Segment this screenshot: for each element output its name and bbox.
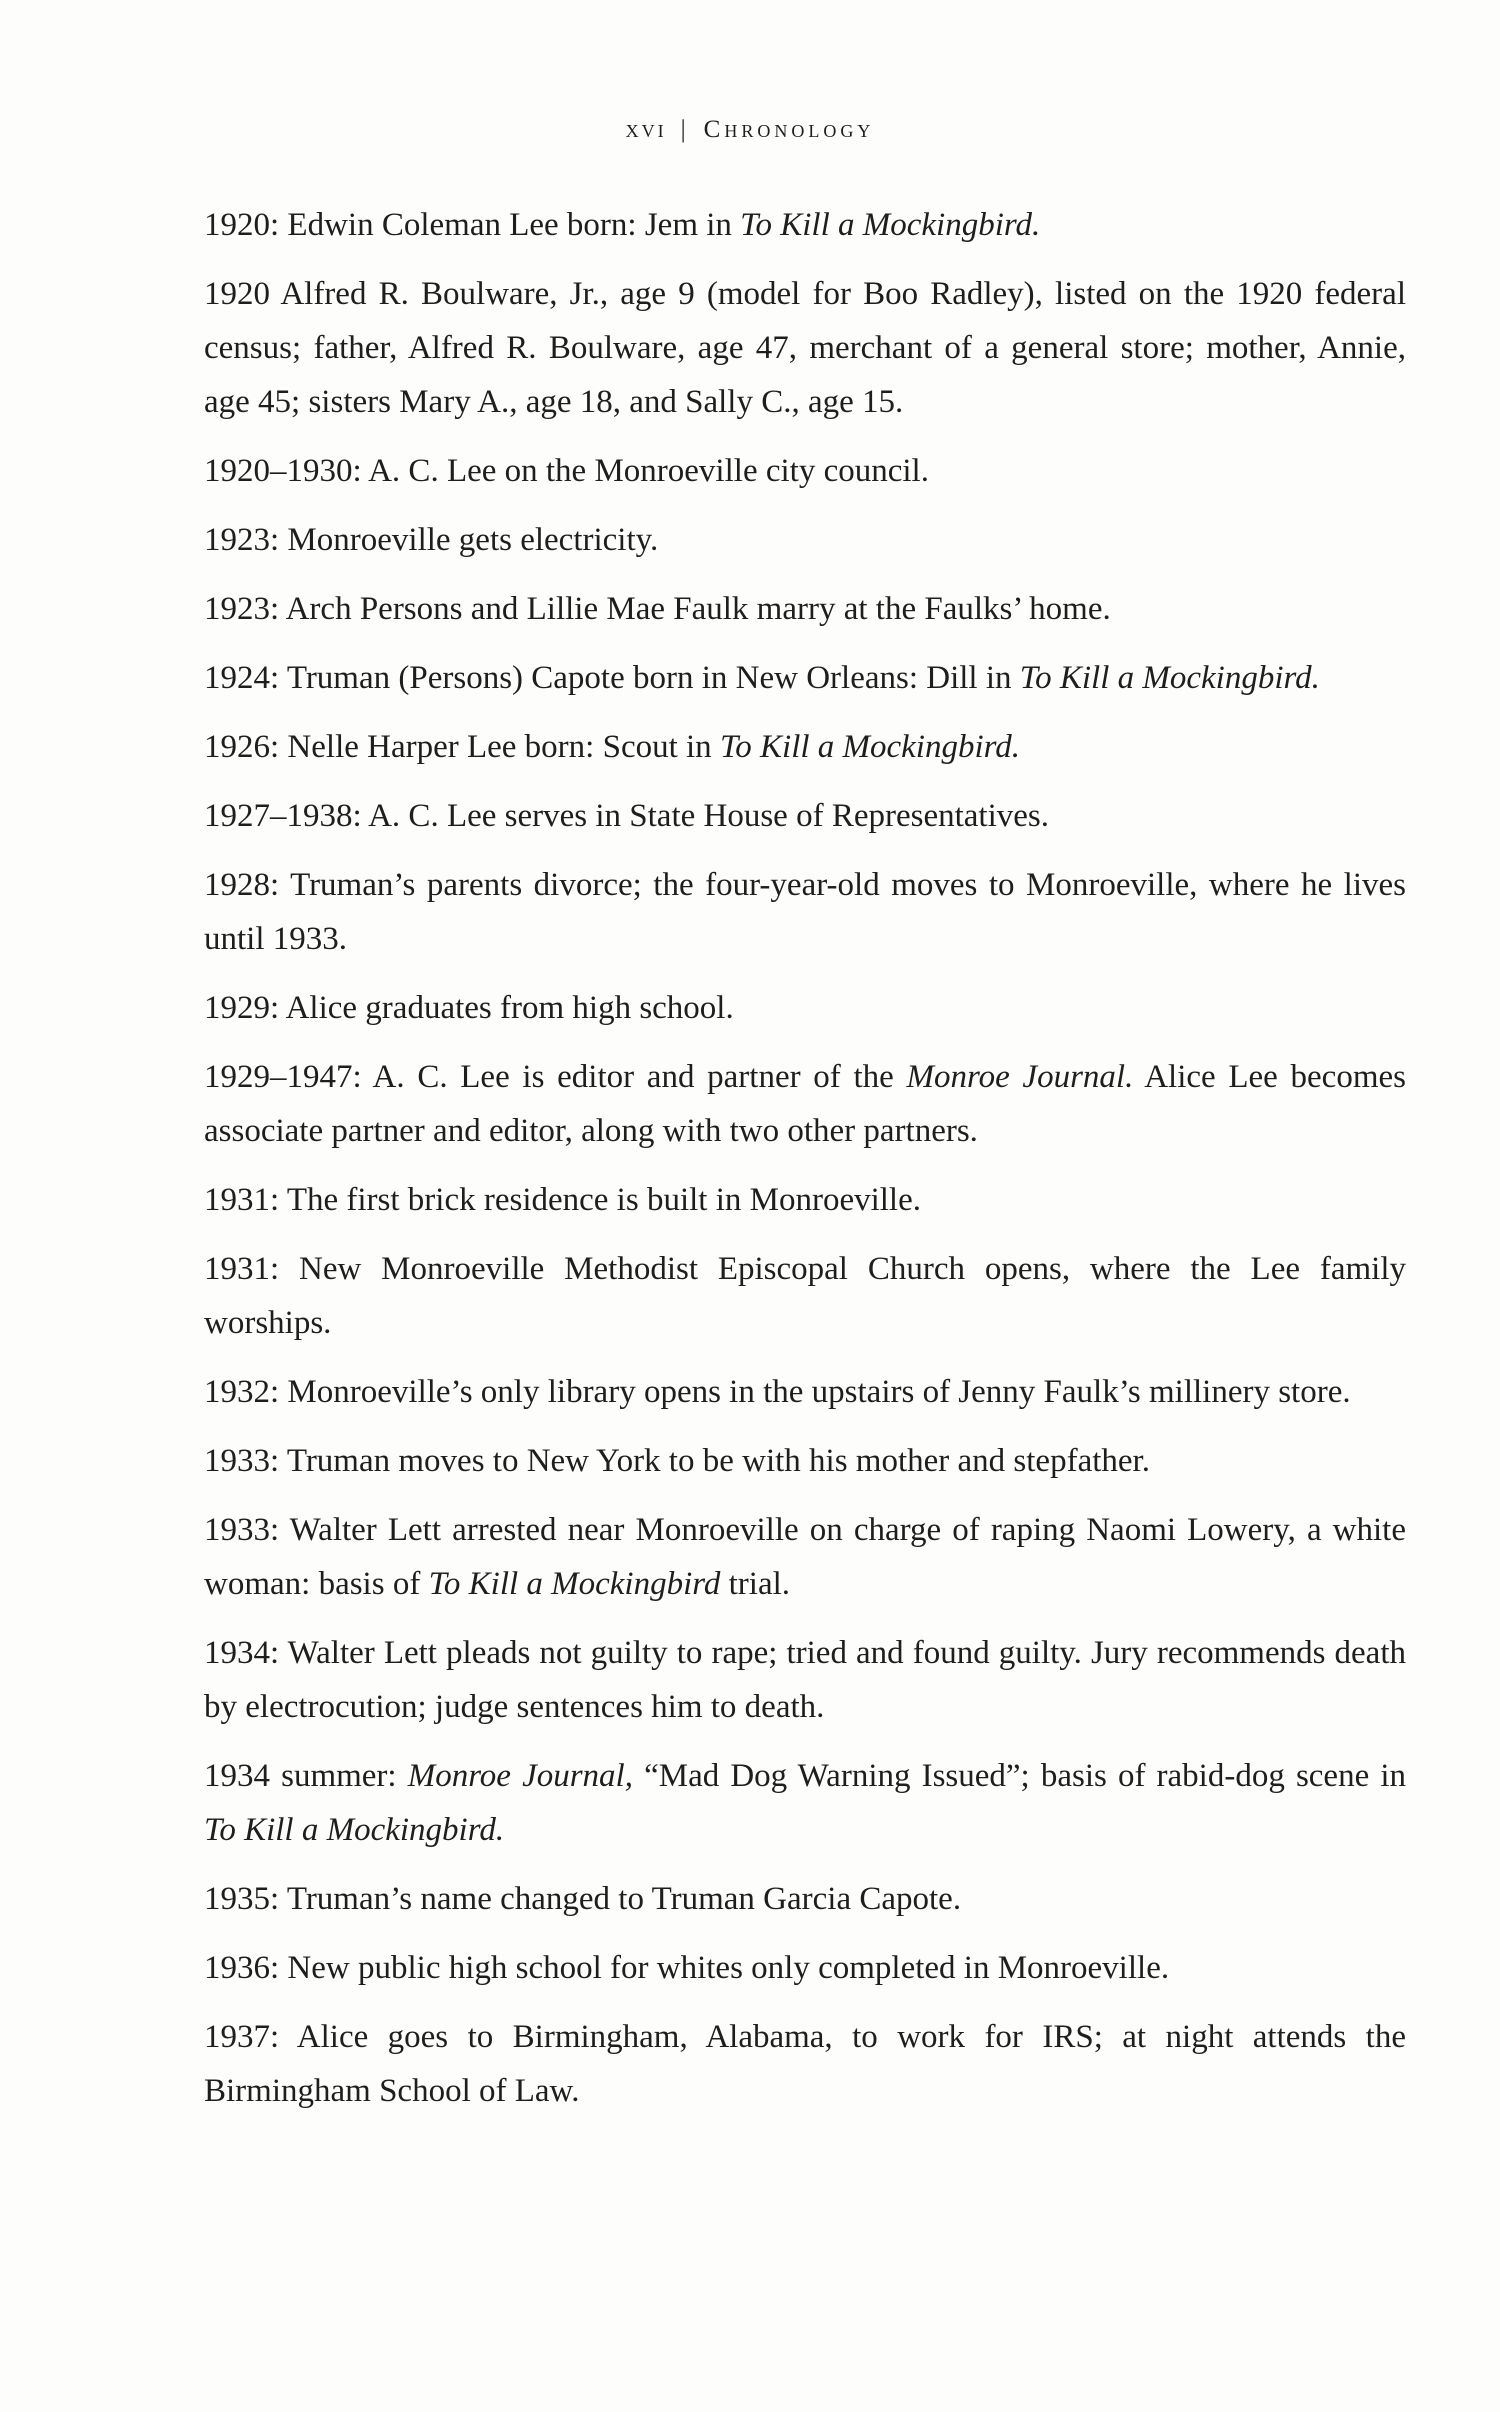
entry-text: 1931: New Monroeville Methodist Episcopal Church opens, where the Lee family worships. bbox=[204, 1251, 1406, 1341]
entry-text: Alice Lee becomes associate partner and editor, along with two other partners. bbox=[204, 1059, 1406, 1149]
chronology-entry bbox=[204, 1434, 1406, 1488]
entry-text: 1933: Walter Lett arrested near Monroeville on charge of raping Naomi Lowery, a white woman: basis of bbox=[204, 1512, 1406, 1602]
entry-text: 1923: Monroeville gets electricity. bbox=[204, 522, 659, 558]
entry-italic-text: To Kill a Mockingbird. bbox=[1019, 660, 1320, 696]
entry-text: 1929–1947: A. C. Lee is editor and partner of the bbox=[204, 1059, 907, 1095]
chronology-entry bbox=[204, 1173, 1406, 1227]
chronology-entry bbox=[204, 582, 1406, 636]
chronology-entry bbox=[204, 1242, 1406, 1350]
entry-text: trial. bbox=[720, 1566, 791, 1602]
entry-text: 1931: The first brick residence is built in Monroeville. bbox=[204, 1182, 921, 1218]
chronology-entry bbox=[204, 1365, 1406, 1419]
header-separator: | bbox=[680, 116, 690, 143]
entry-text: 1932: Monroeville’s only library opens in the upstairs of Jenny Faulk’s millinery store. bbox=[204, 1374, 1351, 1410]
entry-text: 1936: New public high school for whites only completed in Monroeville. bbox=[204, 1950, 1170, 1986]
entry-text: 1929: Alice graduates from high school. bbox=[204, 990, 734, 1026]
chronology-entry bbox=[204, 789, 1406, 843]
entry-text: 1924: Truman (Persons) Capote born in New Orleans: Dill in bbox=[204, 660, 1020, 696]
entry-italic-text: To Kill a Mockingbird bbox=[428, 1566, 721, 1602]
entry-italic-text: Monroe Journal. bbox=[906, 1059, 1134, 1095]
entry-text: 1923: Arch Persons and Lillie Mae Faulk marry at the Faulks’ home. bbox=[204, 591, 1111, 627]
chronology-entry bbox=[204, 267, 1406, 429]
entry-text: 1934 summer: bbox=[204, 1758, 408, 1794]
entry-text: 1920–1930: A. C. Lee on the Monroeville city council. bbox=[204, 453, 929, 489]
section-title: Chronology bbox=[703, 116, 875, 143]
chronology-entry bbox=[204, 1941, 1406, 1995]
chronology-entry bbox=[204, 720, 1406, 774]
chronology-entry bbox=[204, 1503, 1406, 1611]
chronology-entry bbox=[204, 651, 1406, 705]
entry-text: 1920 Alfred R. Boulware, Jr., age 9 (model for Boo Radley), listed on the 1920 federal census; father, Alfred R. Boulware, age 47, merchant of a general store; mother, Annie, age 45; sisters Mary A., age 18, and Sally C., age 15. bbox=[204, 276, 1406, 420]
chronology-list bbox=[204, 198, 1406, 2133]
entry-text: 1927–1938: A. C. Lee serves in State House of Representatives. bbox=[204, 798, 1049, 834]
chronology-entry bbox=[204, 1872, 1406, 1926]
page-number: xvi bbox=[625, 116, 667, 143]
chronology-entry bbox=[204, 1050, 1406, 1158]
chronology-entry bbox=[204, 1749, 1406, 1857]
entry-text: 1934: Walter Lett pleads not guilty to rape; tried and found guilty. Jury recommends death by electrocution; judge sentences him to death. bbox=[204, 1635, 1406, 1725]
entry-italic-text: To Kill a Mockingbird. bbox=[719, 729, 1021, 765]
entry-text: 1928: Truman’s parents divorce; the four-year-old moves to Monroeville, where he lives until 1933. bbox=[204, 867, 1406, 957]
entry-italic-text: Monroe Journal, bbox=[407, 1758, 633, 1794]
chronology-entry bbox=[204, 1626, 1406, 1734]
chronology-entry bbox=[204, 513, 1406, 567]
entry-text: “Mad Dog Warning Issued”; basis of rabid-dog scene in bbox=[632, 1758, 1406, 1794]
chronology-entry bbox=[204, 198, 1406, 252]
entry-text: 1920: Edwin Coleman Lee born: Jem in bbox=[204, 207, 741, 243]
chronology-entry bbox=[204, 2010, 1406, 2118]
running-head bbox=[0, 116, 1500, 144]
entry-italic-text: To Kill a Mockingbird. bbox=[204, 1812, 505, 1848]
chronology-entry bbox=[204, 981, 1406, 1035]
entry-italic-text: To Kill a Mockingbird. bbox=[740, 207, 1041, 243]
entry-text: 1926: Nelle Harper Lee born: Scout in bbox=[204, 729, 720, 765]
entry-text: 1937: Alice goes to Birmingham, Alabama, to work for IRS; at night attends the Birmingham School of Law. bbox=[204, 2019, 1406, 2109]
chronology-entry bbox=[204, 444, 1406, 498]
entry-text: 1935: Truman’s name changed to Truman Garcia Capote. bbox=[204, 1881, 962, 1917]
entry-text: 1933: Truman moves to New York to be with his mother and stepfather. bbox=[204, 1443, 1150, 1479]
chronology-entry bbox=[204, 858, 1406, 966]
